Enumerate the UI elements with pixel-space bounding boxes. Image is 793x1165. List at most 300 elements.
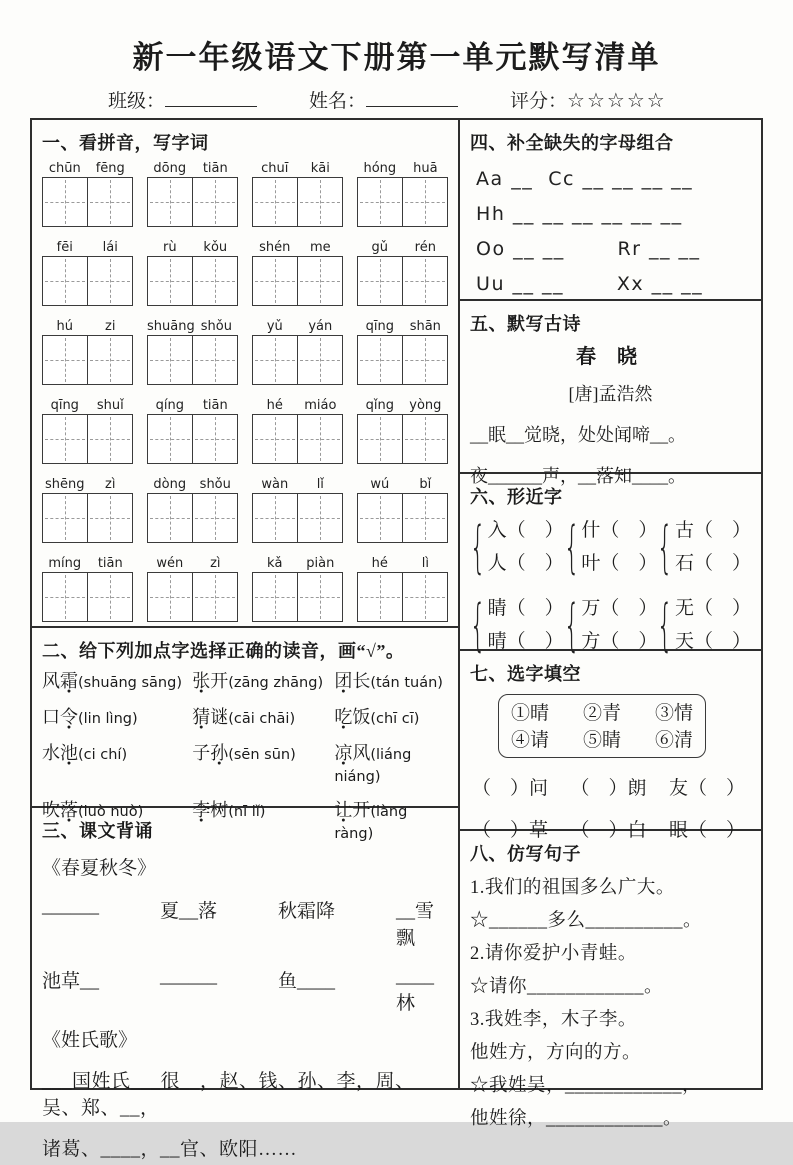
duoyin-char: 风 xyxy=(42,671,60,691)
tianzige-cell xyxy=(402,178,447,226)
tianzige-grid xyxy=(357,177,448,227)
pinyin-word-item xyxy=(42,556,133,622)
pinyin-labels xyxy=(42,556,133,571)
worksheet-table xyxy=(30,118,763,1160)
section-3-header: 三、课文背诵 xyxy=(42,821,153,841)
fangxie-line: 2.请你爱护小青蛙。 xyxy=(470,944,637,964)
xingjinzi-pair xyxy=(564,515,658,580)
right-column xyxy=(458,120,761,1129)
tianzige-cell xyxy=(43,257,87,305)
xingjinzi-entry: 古（ ） xyxy=(674,520,751,542)
duoyin-item xyxy=(334,703,448,729)
xingjinzi-lines xyxy=(675,593,751,658)
section-5-header: 五、默写古诗 xyxy=(470,314,582,334)
score-label: 评分： xyxy=(510,91,568,112)
name-label: 姓名： xyxy=(309,91,367,112)
tianzige-cell xyxy=(87,257,132,305)
xingjinzi-entry: 什（ ） xyxy=(581,520,658,542)
fill-blank-item: （ ）白 xyxy=(570,820,647,841)
tianzige-cell xyxy=(192,573,237,621)
duoyin-pinyin: (lin lìng) xyxy=(78,711,138,727)
pinyin-word-item xyxy=(147,477,238,543)
pinyin-labels xyxy=(147,477,238,492)
pinyin-syllable: me xyxy=(309,240,331,255)
kewen-blank-item: 夏__落 xyxy=(160,901,218,922)
tianzige-cell xyxy=(192,494,237,542)
pinyin-word-item xyxy=(42,161,133,227)
pinyin-syllable: rén xyxy=(414,240,436,255)
pinyin-syllable: shǒu xyxy=(199,477,231,492)
kewen-line-3: ___国姓氏___很__，赵、钱、孙、李，周、吴、郑、__， xyxy=(42,1071,415,1119)
tianzige-grid xyxy=(357,572,448,622)
xingjinzi-lines xyxy=(488,515,564,580)
pinyin-labels xyxy=(147,319,238,334)
xingjinzi-pair xyxy=(470,515,564,580)
pinyin-syllable: chuī xyxy=(261,161,289,176)
pinyin-row xyxy=(42,319,448,385)
fill-line xyxy=(470,773,751,800)
duoyin-char: 开 xyxy=(352,800,371,820)
pinyin-labels xyxy=(252,240,343,255)
pinyin-syllable: zì xyxy=(105,477,116,492)
pinyin-word-item xyxy=(357,398,448,464)
tianzige-cell xyxy=(87,573,132,621)
duoyin-char: 张 ● xyxy=(192,671,210,691)
pinyin-labels xyxy=(357,240,448,255)
duoyin-char: 团 ● xyxy=(334,671,352,691)
duoyin-pinyin: (sēn sūn) xyxy=(228,747,296,763)
tianzige-grid xyxy=(147,572,238,622)
xingjinzi-pair xyxy=(564,593,658,658)
kewen-blank-item: __雪飘 xyxy=(396,901,435,949)
pinyin-labels xyxy=(357,556,448,571)
duoyin-char: 水 xyxy=(42,743,60,763)
xingjinzi-entry: 叶（ ） xyxy=(581,552,658,574)
pinyin-row xyxy=(42,161,448,227)
pinyin-word-item xyxy=(252,556,343,622)
tianzige-grid xyxy=(252,256,343,306)
section-1-header: 一、看拼音，写字词 xyxy=(42,133,209,153)
alphabet-line: Hh __ __ __ __ __ __ xyxy=(476,203,683,225)
duoyin-pinyin: (làng ràng) xyxy=(334,804,408,842)
tianzige-grid xyxy=(252,414,343,464)
duoyin-char: 谜 xyxy=(210,707,229,727)
pinyin-word-item xyxy=(252,477,343,543)
brace-icon: { xyxy=(657,515,674,580)
pinyin-syllable: piàn xyxy=(306,556,335,571)
tianzige-cell xyxy=(253,494,297,542)
pinyin-labels xyxy=(42,319,133,334)
choice-option: ①晴 xyxy=(511,703,550,724)
duoyin-char: 子 xyxy=(192,743,211,763)
pinyin-labels xyxy=(252,398,343,413)
section-7-xuanzi xyxy=(460,651,761,841)
tianzige-cell xyxy=(402,494,447,542)
pinyin-syllable: shén xyxy=(259,240,291,255)
score-field xyxy=(510,86,667,113)
pinyin-labels xyxy=(252,319,343,334)
pinyin-word-item xyxy=(357,161,448,227)
tianzige-cell xyxy=(402,257,447,305)
tianzige-cell xyxy=(87,415,132,463)
duoyin-item xyxy=(42,739,192,786)
pinyin-word-item xyxy=(42,398,133,464)
duoyin-char: 让 ● xyxy=(334,800,352,820)
left-column xyxy=(32,120,458,1160)
pinyin-syllable: dòng xyxy=(153,477,187,492)
pinyin-syllable: huā xyxy=(413,161,438,176)
tianzige-grid xyxy=(42,572,133,622)
pinyin-labels xyxy=(252,556,343,571)
pinyin-word-item xyxy=(357,240,448,306)
pinyin-labels xyxy=(357,398,448,413)
tianzige-cell xyxy=(358,494,402,542)
class-field xyxy=(108,86,257,113)
xingjinzi-entry: 方（ ） xyxy=(581,630,658,652)
tianzige-cell xyxy=(87,178,132,226)
duoyin-char: 猜 ● xyxy=(192,707,210,727)
pinyin-word-item xyxy=(252,319,343,385)
duoyin-char: 风 xyxy=(352,743,371,763)
name-field xyxy=(309,86,458,113)
kewen-blank-item: 池草__ xyxy=(42,971,100,992)
pinyin-syllable: kǒu xyxy=(203,240,228,255)
gushi-line: 夜______声，__落知____。 xyxy=(470,466,687,486)
brace-icon: { xyxy=(469,515,486,580)
pinyin-syllable: zi xyxy=(105,319,116,334)
fangxie-line: 3.我姓李，木子李。 xyxy=(470,1010,637,1030)
duoyin-pinyin: (liáng niáng) xyxy=(334,747,412,785)
duoyin-pinyin: (cāi chāi) xyxy=(228,711,296,727)
poem1-title: 《春夏秋冬》 xyxy=(42,858,157,879)
fill-blank-item: （ ）问 xyxy=(472,778,549,799)
fill-blank-item: （ ）草 xyxy=(472,820,549,841)
duoyin-pinyin: (chī cī) xyxy=(370,711,420,727)
section-1-pinyin xyxy=(32,120,458,628)
pinyin-syllable: wàn xyxy=(261,477,289,492)
pinyin-syllable: shēng xyxy=(45,477,85,492)
duoyin-pinyin: (ci chí) xyxy=(78,747,128,763)
tianzige-cell xyxy=(148,178,192,226)
pinyin-row xyxy=(42,556,448,622)
pinyin-word-item xyxy=(147,240,238,306)
pinyin-syllable: yán xyxy=(308,319,333,334)
tianzige-cell xyxy=(43,336,87,384)
pinyin-labels xyxy=(357,477,448,492)
pinyin-syllable: wú xyxy=(370,477,390,492)
pinyin-syllable: shān xyxy=(409,319,441,334)
xingjinzi-pair xyxy=(657,593,751,658)
fangxie-lines xyxy=(470,873,751,1130)
pinyin-syllable: chūn xyxy=(48,161,81,176)
tianzige-grid xyxy=(147,256,238,306)
duoyin-char: 落 ● xyxy=(60,800,78,820)
duoyin-pinyin: (luò nuò) xyxy=(78,804,144,820)
xingjinzi-entry: 睛（ ） xyxy=(487,598,564,620)
section-6-xingjinzi xyxy=(460,474,761,658)
choice-option: ②青 xyxy=(583,703,622,724)
tianzige-cell xyxy=(253,336,297,384)
tianzige-cell xyxy=(253,573,297,621)
name-blank-line xyxy=(366,89,458,107)
pinyin-syllable: lì xyxy=(421,556,429,571)
tianzige-cell xyxy=(297,494,342,542)
tianzige-cell xyxy=(253,178,297,226)
duoyin-char: 吹 xyxy=(42,800,60,820)
section-4-header: 四、补全缺失的字母组合 xyxy=(470,133,674,153)
tianzige-cell xyxy=(148,415,192,463)
gushi-title: 春 晓 xyxy=(576,346,646,368)
duoyin-item xyxy=(42,703,192,729)
pinyin-word-item xyxy=(252,398,343,464)
fill-blank-item: 眼（ ） xyxy=(668,820,745,841)
pinyin-word-item xyxy=(357,556,448,622)
pinyin-syllable: fēi xyxy=(56,240,73,255)
duoyin-item xyxy=(334,739,448,786)
pinyin-syllable: kǎ xyxy=(267,556,283,571)
tianzige-cell xyxy=(358,178,402,226)
class-label: 班级： xyxy=(108,91,166,112)
tianzige-cell xyxy=(297,573,342,621)
tianzige-cell xyxy=(192,257,237,305)
choice-option: ③情 xyxy=(655,703,694,724)
pinyin-syllable: hú xyxy=(56,319,73,334)
tianzige-grid xyxy=(357,335,448,385)
duoyin-pinyin: (tán tuán) xyxy=(370,675,443,691)
pinyin-grid-rows xyxy=(42,161,448,622)
tianzige-grid xyxy=(42,493,133,543)
pinyin-syllable: shǒu xyxy=(200,319,232,334)
pinyin-row xyxy=(42,398,448,464)
pinyin-labels xyxy=(252,161,343,176)
duoyin-char: 令 ● xyxy=(60,707,78,727)
pinyin-syllable: shuǐ xyxy=(96,398,124,413)
tianzige-cell xyxy=(253,257,297,305)
pinyin-word-item xyxy=(147,556,238,622)
duoyin-char: 口 xyxy=(42,707,60,727)
tianzige-cell xyxy=(358,336,402,384)
tianzige-grid xyxy=(42,414,133,464)
brace-icon: { xyxy=(469,593,486,658)
xingjinzi-entry: 晴（ ） xyxy=(487,630,564,652)
section-8-fangxie xyxy=(460,831,761,1134)
pinyin-labels xyxy=(147,161,238,176)
section-7-header: 七、选字填空 xyxy=(470,664,582,684)
pinyin-labels xyxy=(357,319,448,334)
pinyin-labels xyxy=(42,398,133,413)
fangxie-line: ☆______多么__________。 xyxy=(470,911,703,931)
tianzige-cell xyxy=(43,573,87,621)
pinyin-syllable: qǐng xyxy=(365,398,394,413)
tianzige-cell xyxy=(192,415,237,463)
duoyin-item xyxy=(192,667,334,693)
pinyin-syllable: qíng xyxy=(155,398,184,413)
tianzige-cell xyxy=(297,257,342,305)
pinyin-labels xyxy=(42,161,133,176)
pinyin-syllable: hé xyxy=(371,556,388,571)
duoyin-pinyin: (zāng zhāng) xyxy=(228,675,324,691)
brace-icon: { xyxy=(657,593,674,658)
xingjinzi-pair xyxy=(657,515,751,580)
pinyin-syllable: yǔ xyxy=(266,319,283,334)
class-blank-line xyxy=(165,89,257,107)
pinyin-syllable: hé xyxy=(266,398,283,413)
pinyin-labels xyxy=(42,477,133,492)
tianzige-cell xyxy=(43,178,87,226)
kewen-line-1 xyxy=(42,896,448,950)
tianzige-grid xyxy=(147,493,238,543)
tianzige-cell xyxy=(192,178,237,226)
kewen-line-2 xyxy=(42,966,448,1015)
pinyin-word-item xyxy=(42,240,133,306)
tianzige-grid xyxy=(147,177,238,227)
choice-option: ⑥清 xyxy=(655,730,694,751)
tianzige-grid xyxy=(357,414,448,464)
pinyin-syllable: qīng xyxy=(365,319,394,334)
tianzige-cell xyxy=(402,573,447,621)
pinyin-syllable: miáo xyxy=(304,398,337,413)
tianzige-cell xyxy=(402,415,447,463)
tianzige-cell xyxy=(297,178,342,226)
tianzige-cell xyxy=(297,336,342,384)
duoyin-char: 凉 ● xyxy=(334,743,352,763)
pinyin-syllable: tiān xyxy=(202,161,228,176)
pinyin-syllable: shuāng xyxy=(147,319,195,334)
xingjinzi-entry: 人（ ） xyxy=(487,552,564,574)
brace-icon: { xyxy=(563,515,580,580)
pinyin-syllable: qīng xyxy=(50,398,79,413)
duoyin-char: 开 xyxy=(210,671,229,691)
pinyin-syllable: kāi xyxy=(310,161,330,176)
pinyin-word-item xyxy=(252,161,343,227)
pinyin-labels xyxy=(147,240,238,255)
duoyin-char: 孙 ● xyxy=(210,743,228,763)
pinyin-labels xyxy=(252,477,343,492)
choice-row xyxy=(511,725,693,752)
duoyin-char: 李 ● xyxy=(192,800,210,820)
fill-blank-item: （ ）朗 xyxy=(570,778,647,799)
fangxie-line: 他姓徐，____________。 xyxy=(470,1109,683,1129)
tianzige-cell xyxy=(358,257,402,305)
alphabet-lines xyxy=(470,168,751,295)
pinyin-labels xyxy=(357,161,448,176)
pinyin-syllable: míng xyxy=(48,556,82,571)
xingjinzi-entry: 入（ ） xyxy=(487,520,564,542)
duoyin-pinyin: (shuāng sāng) xyxy=(78,675,182,691)
tianzige-cell xyxy=(87,494,132,542)
xingjinzi-lines xyxy=(675,515,751,580)
duoyin-char: 饭 xyxy=(352,707,371,727)
pinyin-word-item xyxy=(42,319,133,385)
pinyin-labels xyxy=(147,398,238,413)
xingjinzi-lines xyxy=(581,593,657,658)
pinyin-word-item xyxy=(357,477,448,543)
tianzige-grid xyxy=(252,335,343,385)
pinyin-syllable: gǔ xyxy=(371,240,389,255)
pinyin-labels xyxy=(42,240,133,255)
tianzige-grid xyxy=(357,493,448,543)
tianzige-cell xyxy=(358,573,402,621)
tianzige-cell xyxy=(43,415,87,463)
score-stars: ☆☆☆☆☆ xyxy=(567,90,667,112)
kewen-blank-item: 秋霜降 xyxy=(278,901,336,922)
xingjinzi-grid xyxy=(470,515,751,658)
choice-box xyxy=(498,694,706,758)
meta-row xyxy=(108,86,708,113)
pinyin-word-item xyxy=(147,319,238,385)
choice-option: ⑤睛 xyxy=(583,730,622,751)
kewen-blank-item: ______ xyxy=(42,896,99,917)
duoyin-char: 树 xyxy=(210,800,229,820)
tianzige-cell xyxy=(148,494,192,542)
tianzige-grid xyxy=(252,177,343,227)
pinyin-syllable: lái xyxy=(102,240,118,255)
page-title: 新一年级语文下册第一单元默写清单 xyxy=(132,40,661,75)
pinyin-syllable: yòng xyxy=(409,398,442,413)
choice-row xyxy=(511,698,693,725)
pinyin-syllable: tiān xyxy=(202,398,228,413)
pinyin-syllable: zì xyxy=(210,556,221,571)
duoyin-pinyin: (nī lǐ) xyxy=(228,804,266,820)
tianzige-grid xyxy=(147,414,238,464)
pinyin-syllable: lǐ xyxy=(316,477,324,492)
kewen-blank-item: ____林 xyxy=(396,966,434,1014)
tianzige-grid xyxy=(147,335,238,385)
section-6-header: 六、形近字 xyxy=(470,487,563,507)
tianzige-grid xyxy=(42,177,133,227)
pinyin-word-item xyxy=(42,477,133,543)
tianzige-cell xyxy=(192,336,237,384)
fill-blank-item: 友（ ） xyxy=(668,778,745,799)
brace-icon: { xyxy=(563,593,580,658)
pinyin-syllable: bǐ xyxy=(419,477,432,492)
tianzige-grid xyxy=(42,335,133,385)
duoyin-item xyxy=(42,667,192,693)
tianzige-cell xyxy=(148,257,192,305)
xingjinzi-lines xyxy=(581,515,657,580)
tianzige-grid xyxy=(252,572,343,622)
tianzige-cell xyxy=(358,415,402,463)
duoyin-item xyxy=(334,667,448,693)
tianzige-cell xyxy=(253,415,297,463)
section-3-kewen xyxy=(32,808,458,1165)
xingjinzi-entry: 万（ ） xyxy=(581,598,658,620)
pinyin-syllable: hóng xyxy=(363,161,397,176)
pinyin-syllable: wén xyxy=(156,556,184,571)
poem2-title: 《姓氏歌》 xyxy=(42,1030,138,1051)
tianzige-grid xyxy=(42,256,133,306)
pinyin-row xyxy=(42,477,448,543)
section-5-gushi xyxy=(460,301,761,486)
xingjinzi-lines xyxy=(488,593,564,658)
duoyin-char: 霜 ● xyxy=(60,671,78,691)
pinyin-syllable: fēng xyxy=(95,161,125,176)
fangxie-line: 他姓方，方向的方。 xyxy=(470,1043,642,1063)
fangxie-line: ☆请你____________。 xyxy=(470,977,664,997)
duoyin-item xyxy=(192,739,334,786)
tianzige-grid xyxy=(252,493,343,543)
tianzige-cell xyxy=(87,336,132,384)
duoyin-char: 长 xyxy=(352,671,371,691)
alphabet-line: Oo __ __ Rr __ __ xyxy=(476,238,701,260)
kewen-line-4: 诸葛、____，__官、欧阳…… xyxy=(42,1139,298,1160)
alphabet-line: Aa __ Cc __ __ __ __ xyxy=(476,168,694,190)
xingjinzi-pair xyxy=(470,593,564,658)
gushi-author: [唐]孟浩然 xyxy=(568,384,653,404)
tianzige-cell xyxy=(148,573,192,621)
choice-option: ④请 xyxy=(511,730,550,751)
xingjinzi-entry: 天（ ） xyxy=(674,630,751,652)
